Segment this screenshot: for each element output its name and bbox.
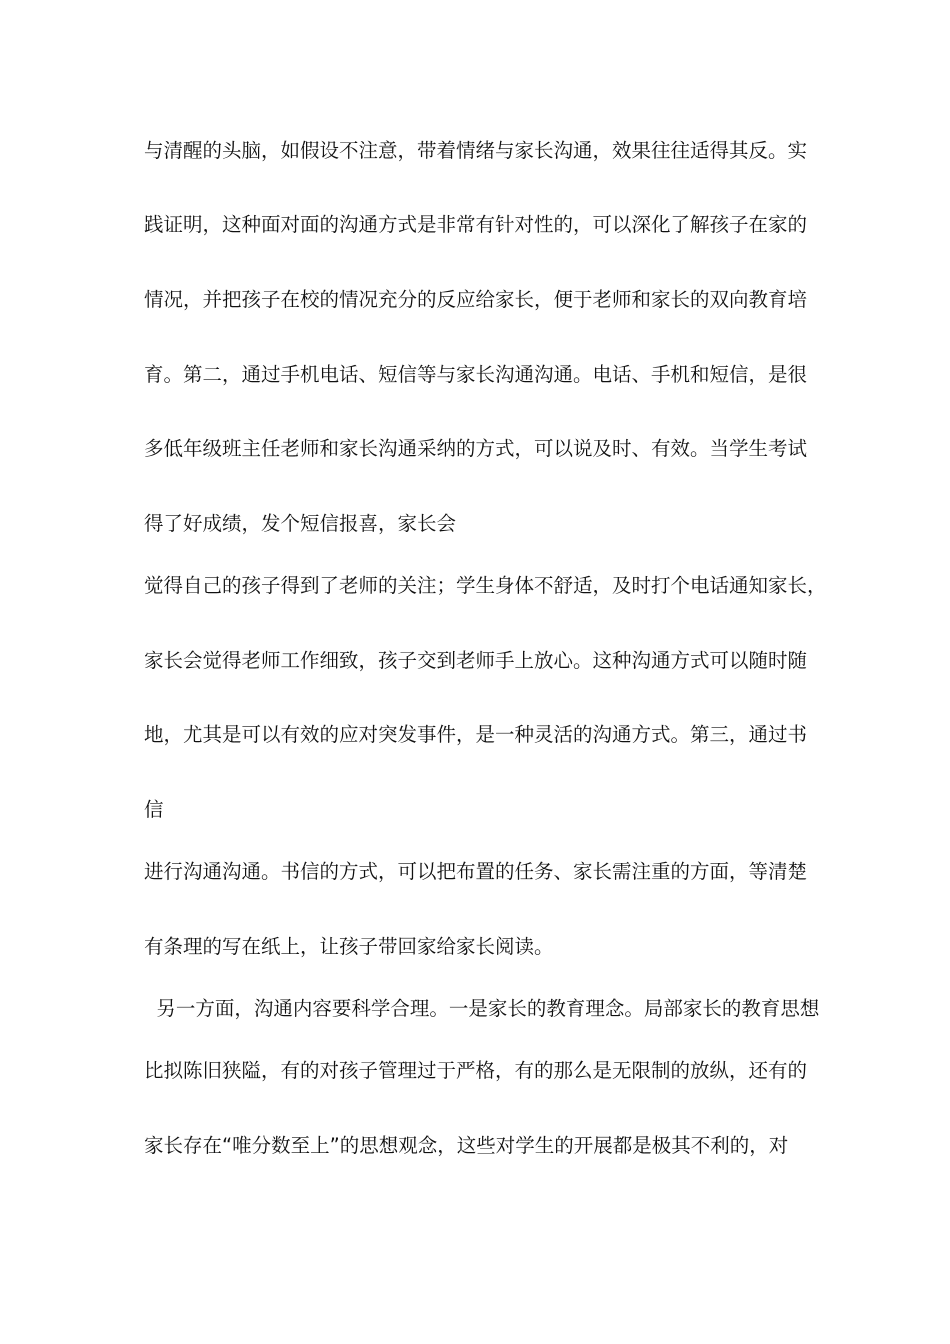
text-line: 有条理的写在纸上，让孩子带回家给家长阅读。 [144, 935, 554, 958]
text-line: 育。第二，通过手机电话、短信等与家长沟通沟通。电话、手机和短信，是很 [144, 363, 808, 386]
text-line: 多低年级班主任老师和家长沟通采纳的方式，可以说及时、有效。当学生考试 [144, 437, 808, 460]
text-line: 觉得自己的孩子得到了老师的关注；学生身体不舒适，及时打个电话通知家长， [144, 574, 827, 597]
text-line: 信 [144, 798, 164, 821]
text-line: 家长会觉得老师工作细致，孩子交到老师手上放心。这种沟通方式可以随时随 [144, 649, 808, 672]
text-line: 得了好成绩，发个短信报喜，家长会 [144, 512, 457, 535]
text-line: 另一方面，沟通内容要科学合理。一是家长的教育理念。局部家长的教育思想 [144, 997, 820, 1020]
text-line: 进行沟通沟通。书信的方式，可以把布置的任务、家长需注重的方面，等清楚 [144, 860, 808, 883]
text-line: 情况，并把孩子在校的情况充分的反应给家长，便于老师和家长的双向教育培 [144, 288, 808, 311]
text-line: 比拟陈旧狭隘，有的对孩子管理过于严格，有的那么是无限制的放纵，还有的 [144, 1059, 808, 1082]
text-line: 家长存在“唯分数至上”的思想观念，这些对学生的开展都是极其不利的，对 [144, 1134, 789, 1157]
text-line: 践证明，这种面对面的沟通方式是非常有针对性的，可以深化了解孩子在家的 [144, 213, 808, 236]
text-line: 地，尤其是可以有效的应对突发事件，是一种灵活的沟通方式。第三，通过书 [144, 723, 808, 746]
text-line: 与清醒的头脑，如假设不注意，带着情绪与家长沟通，效果往往适得其反。实 [144, 139, 808, 162]
